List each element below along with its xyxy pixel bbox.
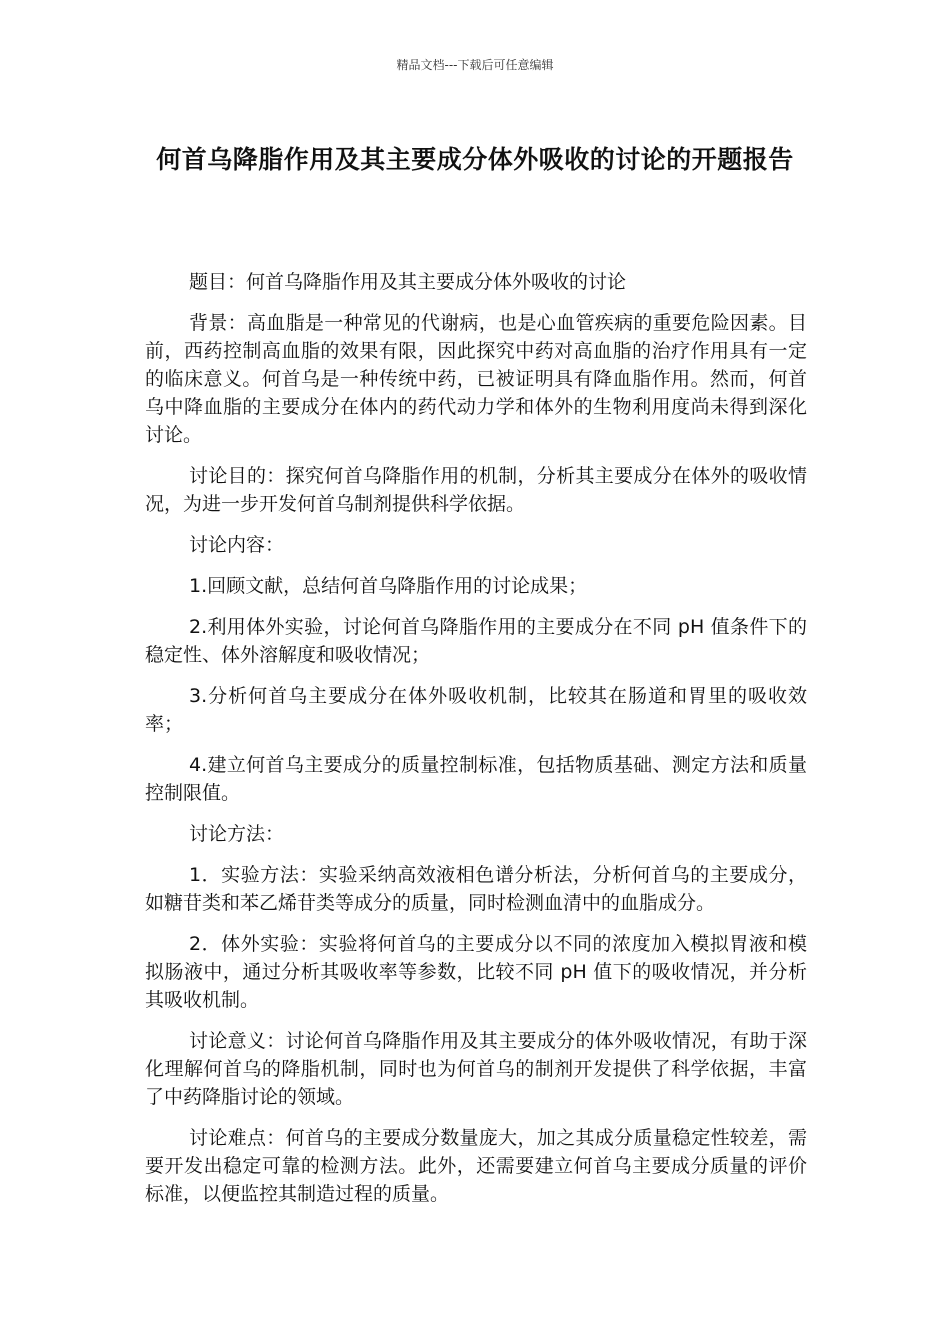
document-title: 何首乌降脂作用及其主要成分体外吸收的讨论的开题报告 bbox=[156, 145, 794, 174]
paragraph-method-1: 1．实验方法：实验采纳高效液相色谱分析法，分析何首乌的主要成分，如糖苷类和苯乙烯苷类等成分的质量，同时检测血清中的血脂成分。 bbox=[145, 864, 807, 914]
paragraph-content-item-2: 2.利用体外实验，讨论何首乌降脂作用的主要成分在不同 pH 值条件下的稳定性、体外溶解度和吸收情况； bbox=[145, 616, 807, 666]
paragraph-content-heading: 讨论内容： bbox=[189, 534, 285, 556]
paragraph-topic: 题目：何首乌降脂作用及其主要成分体外吸收的讨论 bbox=[189, 271, 627, 293]
paragraph-content-item-4: 4.建立何首乌主要成分的质量控制标准，包括物质基础、测定方法和质量控制限值。 bbox=[145, 754, 807, 804]
paragraph-methods-heading: 讨论方法： bbox=[189, 823, 285, 845]
paragraph-background: 背景：高血脂是一种常见的代谢病，也是心血管疾病的重要危险因素。目前，西药控制高血脂的效果有限，因此探究中药对高血脂的治疗作用具有一定的临床意义。何首乌是一种传统中药，已被证明具有降血脂作用。然而，何首乌中降血脂的主要成分在体内的药代动力学和体外的生物利用度尚未得到深化讨论。 bbox=[145, 312, 807, 446]
paragraph-significance: 讨论意义：讨论何首乌降脂作用及其主要成分的体外吸收情况，有助于深化理解何首乌的降脂机制，同时也为何首乌的制剂开发提供了科学依据，丰富了中药降脂讨论的领域。 bbox=[145, 1030, 807, 1108]
paragraph-content-item-3: 3.分析何首乌主要成分在体外吸收机制，比较其在肠道和胃里的吸收效率； bbox=[145, 685, 807, 735]
document-body bbox=[145, 268, 807, 1221]
paragraph-method-2: 2．体外实验：实验将何首乌的主要成分以不同的浓度加入模拟胃液和模拟肠液中，通过分析其吸收率等参数，比较不同 pH 值下的吸收情况，并分析其吸收机制。 bbox=[145, 933, 807, 1011]
paragraph-content-item-1: 1.回顾文献，总结何首乌降脂作用的讨论成果； bbox=[189, 575, 588, 597]
paragraph-difficulties: 讨论难点：何首乌的主要成分数量庞大，加之其成分质量稳定性较差，需要开发出稳定可靠的检测方法。此外，还需要建立何首乌主要成分质量的评价标准，以便监控其制造过程的质量。 bbox=[145, 1127, 807, 1205]
paragraph-objective: 讨论目的：探究何首乌降脂作用的机制，分析其主要成分在体外的吸收情况，为进一步开发何首乌制剂提供科学依据。 bbox=[145, 465, 807, 515]
page-header: 精品文档---下载后可任意编辑 bbox=[396, 58, 554, 72]
